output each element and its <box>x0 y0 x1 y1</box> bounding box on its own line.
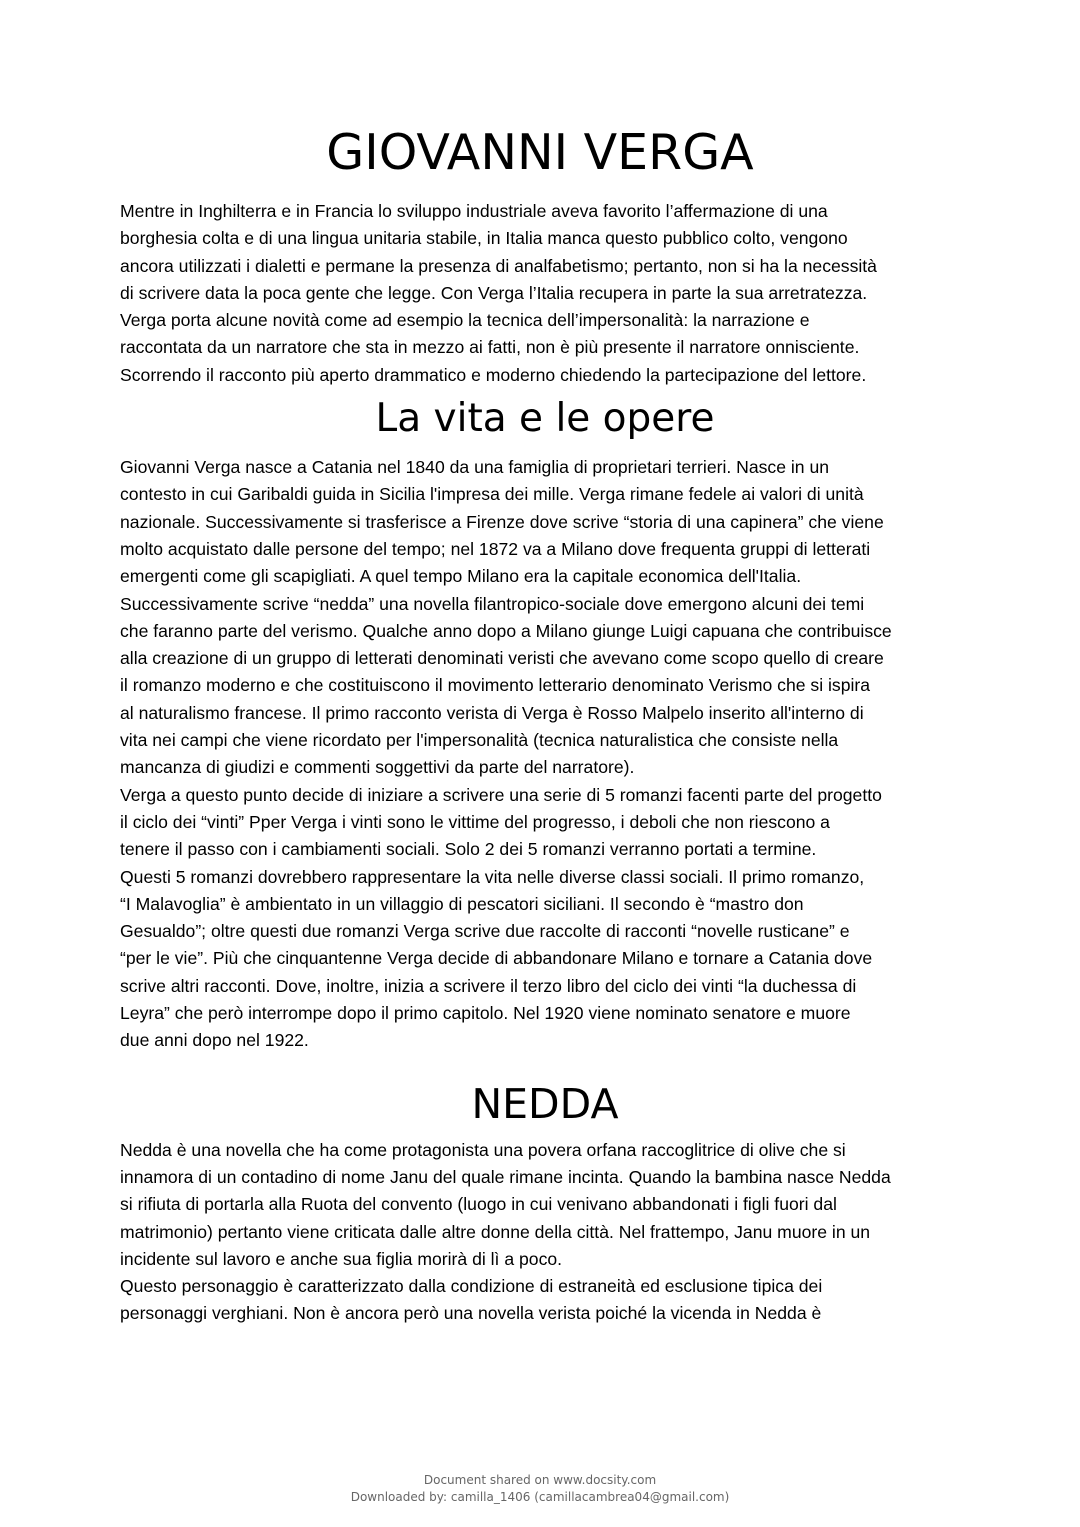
text-line: mancanza di giudizi e commenti soggettivi da parte del narratore). <box>120 757 635 778</box>
document-content <box>120 118 970 1328</box>
page-footer <box>0 1472 1080 1506</box>
page-title: GIOVANNI VERGA <box>326 124 754 181</box>
text-line: Verga porta alcune novità come ad esempio la tecnica dell’impersonalità: la narrazione e <box>120 310 810 331</box>
text-line: nazionale. Successivamente si trasferisce a Firenze dove scrive “storia di una capinera” che viene <box>120 511 884 532</box>
section-heading-vita: La vita e le opere <box>375 396 715 442</box>
text-line: Questo personaggio è caratterizzato dalla condizione di estraneità ed esclusione tipica dei <box>120 1276 823 1297</box>
text-line: Gesualdo”; oltre questi due romanzi Verga scrive due raccolte di racconti “novelle rusticane” e <box>120 921 850 942</box>
text-line: Leyra” che però interrompe dopo il primo capitolo. Nel 1920 viene nominato senatore e muore <box>120 1003 851 1024</box>
footer-shared-text: Document shared on www.docsity.com <box>423 1473 657 1487</box>
text-line: scrive altri racconti. Dove, inoltre, inizia a scrivere il terzo libro del ciclo dei vinti “la duchessa di <box>120 975 857 996</box>
text-line: tenere il passo con i cambiamenti sociali. Solo 2 dei 5 romanzi verranno portati a termine. <box>120 839 817 860</box>
text-line: vita nei campi che viene ricordato per l'impersonalità (tecnica naturalistica che consiste nella <box>120 730 839 751</box>
text-line: ancora utilizzati i dialetti e permane la presenza di analfabetismo; pertanto, non si ha la necessità <box>120 255 877 276</box>
text-line: Verga a questo punto decide di iniziare a scrivere una serie di 5 romanzi facenti parte del progetto <box>120 784 882 805</box>
footer-downloaded-text: Downloaded by: camilla_1406 (camillacambrea04@gmail.com) <box>350 1490 730 1504</box>
text-line: alla creazione di un gruppo di letterati denominati veristi che avevano come scopo quello di creare <box>120 648 884 669</box>
text-line: matrimonio) pertanto viene criticata dalle altre donne della città. Nel frattempo, Janu muore in un <box>120 1221 871 1242</box>
text-line: che faranno parte del verismo. Qualche anno dopo a Milano giunge Luigi capuana che contribuisce <box>120 620 892 641</box>
text-line: Giovanni Verga nasce a Catania nel 1840 da una famiglia di proprietari terrieri. Nasce in un <box>120 457 830 478</box>
text-line: Mentre in Inghilterra e in Francia lo sviluppo industriale aveva favorito l’affermazione di una <box>120 201 828 221</box>
text-line: “I Malavoglia” è ambientato in un villaggio di pescatori siciliani. Il secondo è “mastro don <box>120 893 804 914</box>
text-line: Questi 5 romanzi dovrebbero rappresentare la vita nelle diverse classi sociali. Il primo romanzo, <box>120 866 865 887</box>
intro-paragraph <box>120 198 970 389</box>
text-line: Scorrendo il racconto più aperto drammatico e moderno chiedendo la partecipazione del lettore. <box>120 364 867 385</box>
text-line: contesto in cui Garibaldi guida in Sicilia l'impresa dei mille. Verga rimane fedele ai valori di unità <box>120 484 864 505</box>
text-line: personaggi verghiani. Non è ancora però una novella verista poiché la vicenda in Nedda è <box>120 1303 822 1324</box>
text-line: innamora di un contadino di nome Janu del quale rimane incinta. Quando la bambina nasce Nedda <box>120 1166 891 1187</box>
text-line: raccontata da un narratore che sta in mezzo ai fatti, non è più presente il narratore onnisciente. <box>120 337 860 358</box>
text-line: due anni dopo nel 1922. <box>120 1030 309 1051</box>
text-line: emergenti come gli scapigliati. A quel tempo Milano era la capitale economica dell'Italia. <box>120 566 802 587</box>
text-line: borghesia colta e di una lingua unitaria stabile, in Italia manca questo pubblico colto, vengono <box>120 228 848 249</box>
text-line: il ciclo dei “vinti” Pper Verga i vinti sono le vittime del progresso, i deboli che non riescono a <box>120 811 830 832</box>
text-line: molto acquistato dalle persone del tempo; nel 1872 va a Milano dove frequenta gruppi di letterati <box>120 538 871 559</box>
text-line: si rifiuta di portarla alla Ruota del convento (luogo in cui venivano abbandonati i figli fuori dal <box>120 1194 837 1215</box>
text-line: incidente sul lavoro e anche sua figlia morirà di lì a poco. <box>120 1248 563 1269</box>
text-line: Successivamente scrive “nedda” una novella filantropico-sociale dove emergono alcuni dei temi <box>120 593 865 614</box>
nedda-paragraph <box>120 1137 970 1328</box>
vita-paragraph <box>120 454 970 1055</box>
text-line: il romanzo moderno e che costituiscono il movimento letterario denominato Verismo che si ispira <box>120 675 871 696</box>
text-line: di scrivere data la poca gente che legge. Con Verga l’Italia recupera in parte la sua arretratezza. <box>120 282 868 303</box>
section-heading-nedda: NEDDA <box>471 1079 619 1128</box>
text-line: “per le vie”. Più che cinquantenne Verga decide di abbandonare Milano e tornare a Catania dove <box>120 948 873 969</box>
text-line: al naturalismo francese. Il primo racconto verista di Verga è Rosso Malpelo inserito all'interno di <box>120 702 864 723</box>
text-line: Nedda è una novella che ha come protagonista una povera orfana raccoglitrice di olive che si <box>120 1139 846 1160</box>
